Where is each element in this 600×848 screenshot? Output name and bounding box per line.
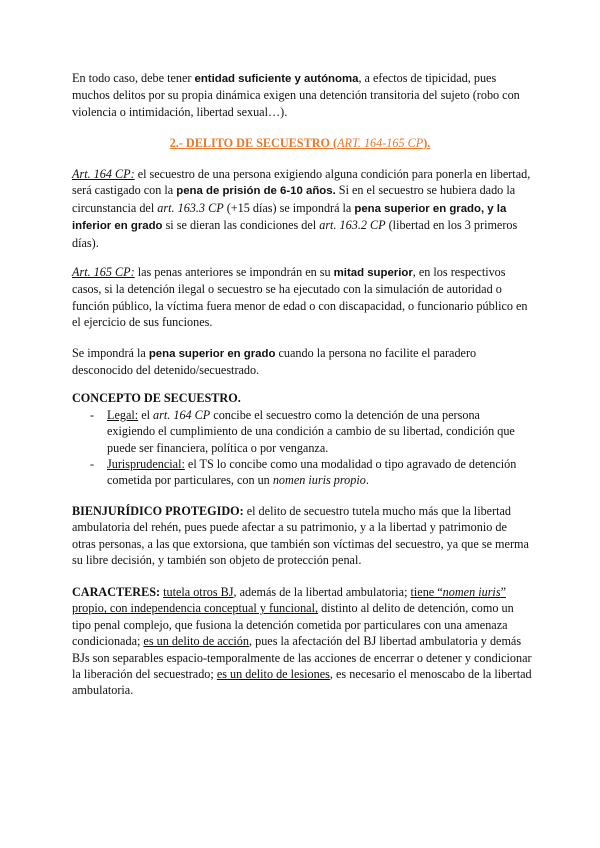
art-164-ref: Art. 164 CP: — [72, 167, 135, 181]
paradero-text-2: cuando la persona no facilite el paradero desconocido del detenido/secuestrado. — [72, 346, 477, 378]
art-165-ref: Art. 165 CP: — [72, 265, 135, 279]
legal-label: Legal: — [107, 408, 139, 422]
legal-text: el — [138, 408, 154, 422]
intro-text: En todo caso, debe tener — [72, 71, 195, 85]
art-164-text-5: (libertad en los 3 primeros días). — [72, 218, 518, 250]
caracteres-text-2: distinto al delito de detención, como un tipo penal complejo, que fusiona la detención cometida por particulares con una amenaza condicionada; — [72, 601, 514, 649]
caracteres-text-3: , pues la afectación del BJ libertad ambulatoria y demás BJs son separables espacio-temporalmente de las acciones de encerrar o detener y condicionar la liberación del secuestrado; — [72, 634, 532, 682]
juris-text-2: . — [365, 473, 369, 488]
intro-paragraph — [72, 70, 532, 120]
heading-suffix: ). — [423, 136, 431, 150]
caracteres-underline-2a: tiene “ — [410, 585, 443, 599]
juris-nomen-iuris: nomen iuris propio — [272, 473, 366, 488]
concepto-juris-item — [107, 456, 527, 489]
paradero-bold: pena superior en grado — [148, 348, 276, 360]
heading-article-ref: ART. 164-165 CP — [337, 136, 424, 150]
bien-juridico-text: el delito de secuestro tutela mucho más que la libertad ambulatoria del rehén, pues puede afectar a su patrimonio, y a la libertad y patrimonio de otras personas, a las que extorsiona, que también son víctimas del secuestro, ya que se merma su libre decisión, y también son objeto de protección penal. — [72, 504, 529, 568]
caracteres-underline-2b: ” propio, con independencia conceptual y funcional, — [72, 585, 506, 616]
art-165-bold: mitad superior — [333, 267, 413, 279]
caracteres-paragraph — [72, 584, 532, 699]
heading-prefix: 2.- DELITO DE SECUESTRO ( — [169, 136, 338, 150]
concepto-legal-item — [107, 407, 527, 456]
bien-juridico-title: BIENJURÍDICO PROTEGIDO: — [72, 504, 244, 518]
art-164-text-4: si se dieran las condiciones del — [162, 218, 320, 233]
art-165-paragraph — [72, 264, 532, 331]
legal-text-2: concibe el secuestro como la detención de una persona exigiendo el cumplimiento de una condición a cambio de su libertad, condición que puede ser financiera, política o por venganza. — [107, 408, 515, 455]
art-164-ref-163-2: art. 163.2 CP — [319, 218, 386, 233]
art-164-paragraph — [72, 166, 532, 251]
caracteres-underline-4: es un delito de lesiones — [216, 667, 330, 682]
juris-text: el TS lo concibe como una modalidad o tipo agravado de detención cometida por particulares, con un — [107, 457, 517, 488]
art-164-bold-grado: pena superior en grado, y la inferior en grado — [72, 202, 507, 233]
caracteres-underline-3: es un delito de acción — [143, 634, 249, 649]
bien-juridico-paragraph — [72, 503, 532, 569]
art-164-text: el secuestro de una persona exigiendo alguna condición para ponerla en libertad, será castigado con la — [72, 167, 531, 198]
art-165-text: las penas anteriores se impondrán en su — [134, 265, 334, 279]
caracteres-underline-1: tutela otros BJ — [163, 585, 234, 599]
concepto-title: CONCEPTO DE SECUESTRO. — [72, 391, 241, 405]
paradero-text: Se impondrá la — [72, 346, 149, 360]
caracteres-title: CARACTERES: — [72, 585, 161, 599]
art-164-bold-pena: pena de prisión de 6-10 años. — [176, 185, 336, 198]
art-164-text-2: Si en el secuestro se hubiera dado la circunstancia del — [72, 183, 516, 215]
art-164-text-3: (+15 días) se impondrá la — [223, 200, 355, 215]
caracteres-text-1: , además de la libertad ambulatoria; — [233, 585, 411, 599]
juris-label: Jurisprudencial: — [107, 457, 185, 471]
intro-text-end: , a efectos de tipicidad, pues muchos delitos por su propia dinámica exigen una detención transitoria del sujeto (robo con violencia o intimidación, libertad sexual…). — [72, 71, 520, 119]
art-164-ref-163-3: art. 163.3 CP — [157, 200, 224, 215]
caracteres-nomen-iuris: nomen iuris — [442, 585, 501, 599]
paradero-paragraph — [72, 345, 532, 379]
art-165-text-2: , en los respectivos casos, si la detención ilegal o secuestro se ha ejecutado con la simulación de autoridad o función público, la víctima fuera menor de edad o con discapacidad, o funcionario público en el ejercicio de sus funciones. — [72, 265, 528, 330]
section-heading — [0, 135, 600, 151]
intro-bold: entidad suficiente y autónoma — [194, 73, 359, 85]
list-dash-legal: - — [90, 408, 95, 422]
legal-article-ref: art. 164 CP — [153, 408, 211, 422]
list-dash-juris: - — [90, 457, 95, 471]
caracteres-text-4: , es necesario el menoscabo de la libertad ambulatoria. — [72, 667, 532, 698]
